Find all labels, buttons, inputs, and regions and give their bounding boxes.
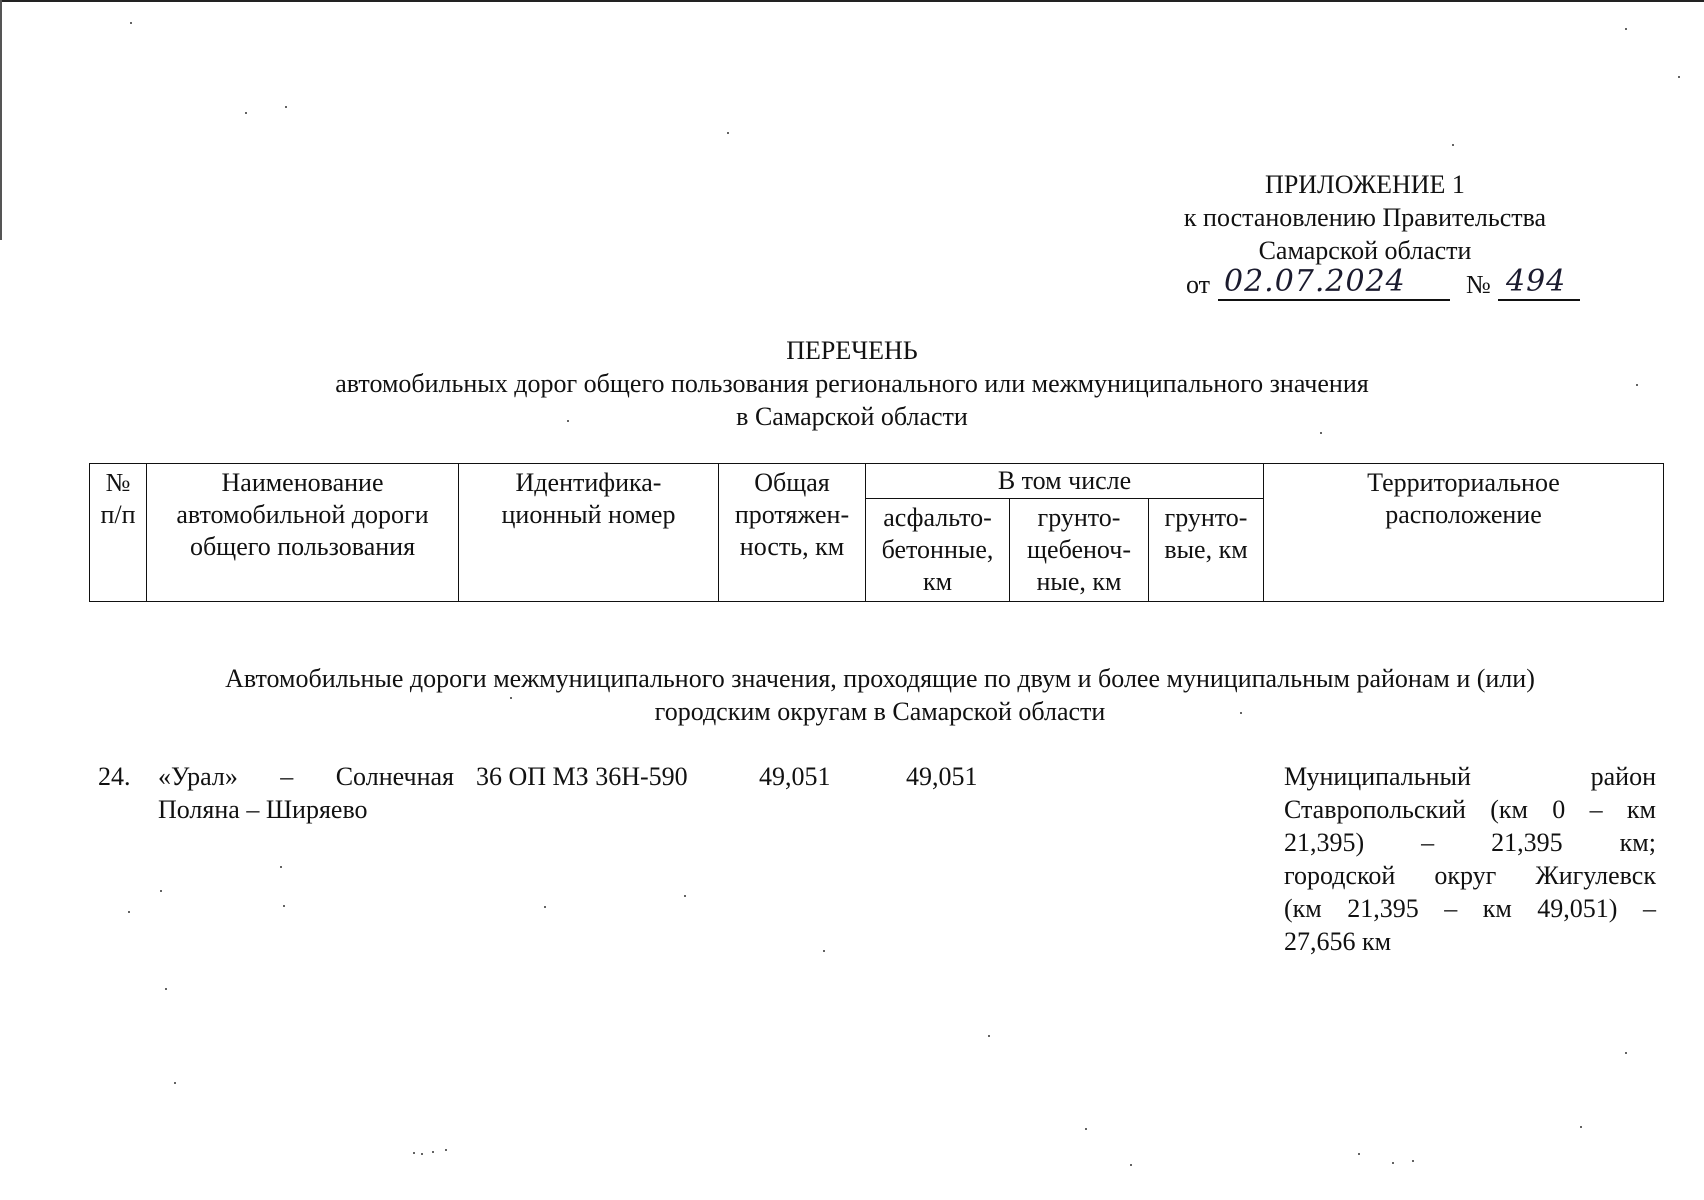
row-number: 24. (98, 762, 131, 791)
roads-table-header (89, 463, 1664, 602)
scan-speck (421, 1153, 423, 1155)
scan-speck (1412, 1160, 1414, 1162)
scan-speck (283, 905, 285, 907)
appendix-header (1150, 168, 1580, 267)
scan-speck (988, 1035, 990, 1037)
section-title (0, 662, 1704, 728)
scan-speck (684, 895, 686, 897)
row-identification-number: 36 ОП МЗ 36Н-590 (476, 762, 688, 791)
scan-speck (1678, 76, 1680, 78)
row-road-name: «Урал» – Солнечная Поляна – Ширяево (158, 762, 454, 824)
header-territory: Территориальное расположение (1264, 464, 1664, 602)
scan-speck (285, 106, 287, 108)
scan-speck (174, 1082, 176, 1084)
scan-speck (128, 911, 130, 913)
header-num: № п/п (90, 464, 147, 602)
row-asphalt-length: 49,051 (906, 762, 978, 791)
header-dirt: грунто- вые, км (1149, 499, 1264, 602)
number-prefix: № (1466, 270, 1491, 299)
appendix-decree-line: к постановлению Правительства (1183, 203, 1547, 232)
document-title-line1: ПЕРЕЧЕНЬ (786, 336, 918, 365)
row-total-length: 49,051 (759, 762, 831, 791)
scan-speck (1625, 1052, 1627, 1054)
scan-speck (432, 1151, 434, 1153)
appendix-region-line: Самарской области (1258, 236, 1472, 265)
scan-speck (245, 112, 247, 114)
appendix-title: ПРИЛОЖЕНИЕ 1 (1265, 170, 1465, 199)
scan-speck (445, 1149, 447, 1151)
scan-edge-left (0, 0, 2, 240)
scan-speck (544, 906, 546, 908)
handwritten-date: 02.07.2024 (1224, 264, 1406, 299)
row-territory: Муниципальный район Ставропольский (км 0 – км 21,395) – 21,395 км; городской округ Жигулевск (км 21,395 – км 49,051) – 27,656 км (1284, 762, 1656, 956)
scan-speck (1085, 1128, 1087, 1130)
header-identification-number: Идентифика- ционный номер (459, 464, 719, 602)
number-underline (1498, 299, 1580, 301)
header-asphalt: асфальто- бетонные, км (866, 499, 1010, 602)
appendix-date-number (1184, 266, 1584, 302)
header-road-name: Наименование автомобильной дороги общего пользования (147, 464, 459, 602)
scan-speck (160, 890, 162, 892)
date-underline (1218, 299, 1450, 301)
scan-speck (823, 950, 825, 952)
header-gravel: грунто- щебеноч- ные, км (1010, 499, 1149, 602)
document-title-line3: в Самарской области (736, 402, 968, 431)
scan-speck (1358, 1153, 1360, 1155)
document-title (0, 334, 1704, 433)
section-title-line2: городским округам в Самарской области (654, 697, 1106, 726)
scan-edge-top (0, 0, 1704, 2)
scan-speck (1452, 144, 1454, 146)
scan-speck (280, 866, 282, 868)
scan-speck (1392, 1162, 1394, 1164)
header-including: В том числе (866, 464, 1264, 499)
header-total-length: Общая протяжен- ность, км (719, 464, 866, 602)
scan-speck (413, 1152, 415, 1154)
section-title-line1: Автомобильные дороги межмуниципального значения, проходящие по двум и более муниципальным районам и (или) (225, 664, 1535, 693)
scan-speck (130, 22, 132, 24)
scan-speck (1625, 28, 1627, 30)
scan-speck (1130, 1164, 1132, 1166)
handwritten-number: 494 (1506, 264, 1567, 299)
scan-speck (1580, 1126, 1582, 1128)
date-prefix: от (1186, 270, 1211, 299)
scan-speck (727, 132, 729, 134)
document-title-line2: автомобильных дорог общего пользования регионального или межмуниципального значения (335, 369, 1369, 398)
scan-speck (165, 988, 167, 990)
